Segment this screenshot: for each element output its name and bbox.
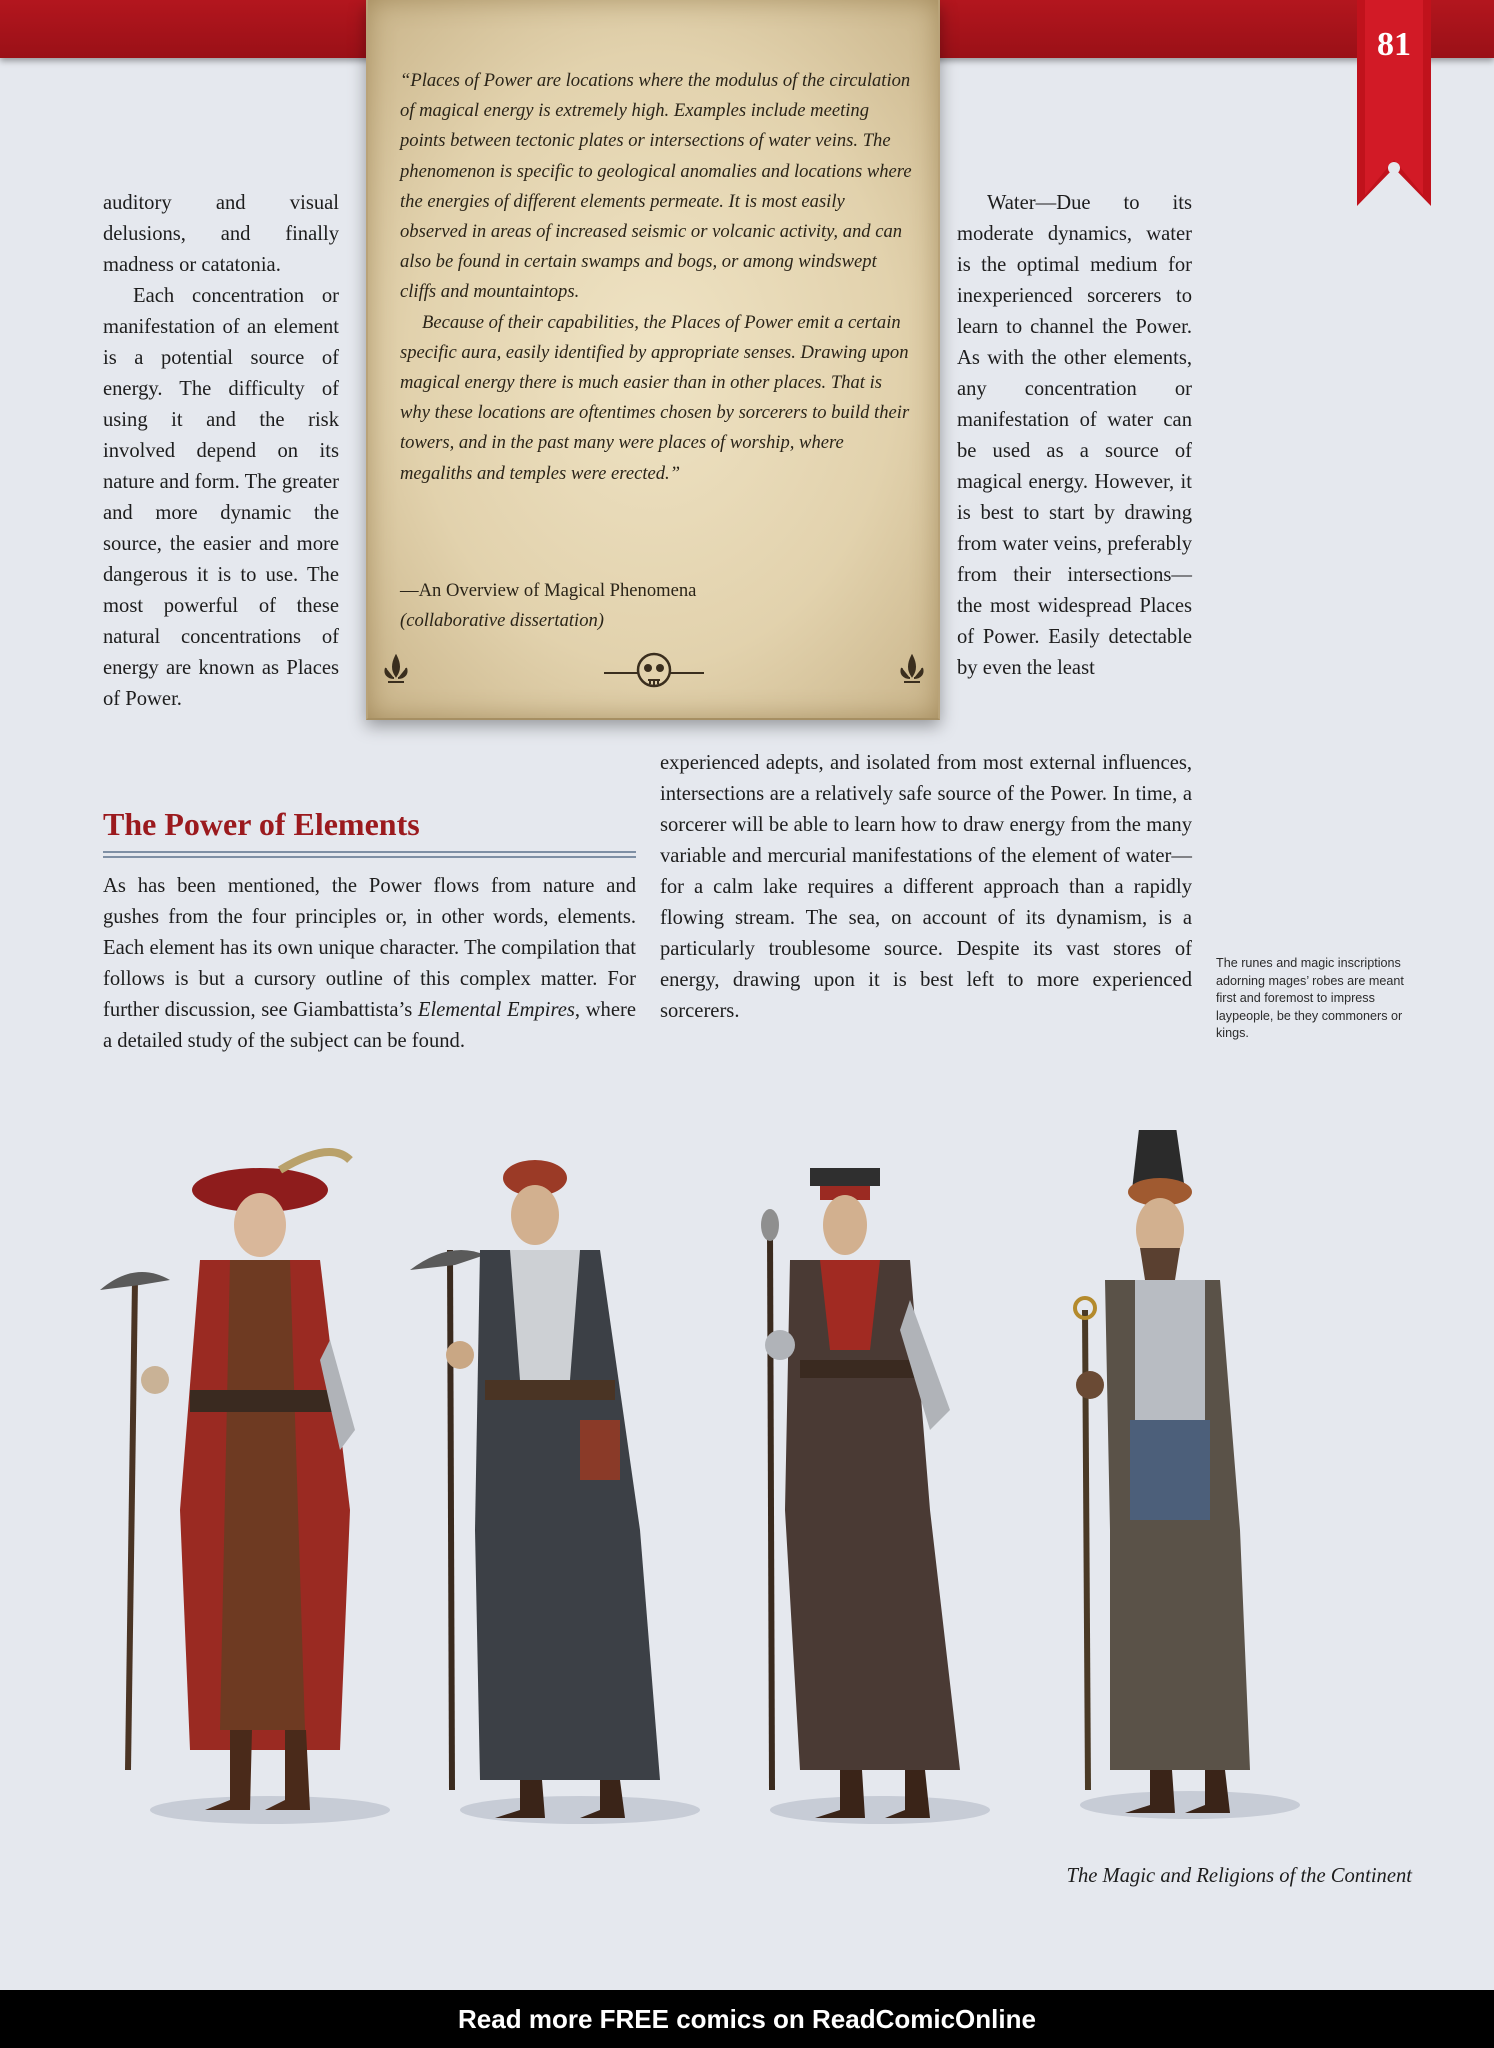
section-body	[103, 871, 636, 1057]
quote-source: —An Overview of Magical Phenomena	[400, 580, 697, 601]
water-paragraph-continued: experienced adepts, and isolated from most external influences, intersections are a relatively safe source of the Power. In time, a sorcerer will be able to learn how to draw energy from the many variable and mercurial manifestations of the element of water—for a calm lake requires a different approach than a rapidly flowing stream. The sea, on account of its dynamism, is a particularly troublesome source. Despite its vast stores of energy, drawing upon it is best left to more experienced sorcerers.	[660, 752, 1192, 1022]
right-column	[957, 188, 1192, 684]
section-body-start: As has been mentioned, the Power flows from nature and gushes from the four principles or, in other words, elements. Each element has its own unique character. The compilation that follows is but a cursory outline of this complex matter. For further discussion, see Giambattista’s	[103, 875, 636, 1021]
heading-double-rule	[103, 851, 636, 859]
mages-illustration	[80, 1130, 1380, 1830]
mage-figure-3	[761, 1168, 990, 1824]
section-body-end: , where a detailed study of the subject can be found.	[103, 999, 636, 1052]
quote-source-note: (collaborative dissertation)	[400, 610, 604, 632]
running-footer-title: The Magic and Religions of the Continent	[1066, 1865, 1412, 1887]
water-paragraph-start: Water—Due to its moderate dynamics, water is the optimal medium for inexperienced sorcerers to learn to channel the Power. As with the other elements, any concentration or manifestation of water can be used as a source of magical energy. However, it is best to start by drawing from water veins, preferably from their intersections—the most widespread Places of Power. Easily detectable by even the least	[957, 192, 1192, 679]
fleur-de-lis-icon	[382, 654, 410, 688]
mage-figure-1	[100, 1152, 390, 1824]
left-paragraph-2: Each concentration or manifestation of an element is a potential source of energy. The difficulty of using it and the risk involved depend on its nature and form. The greater and more dynamic the source, the easier and more dangerous it is to use. The most powerful of these natural concentrations of energy are known as Places of Power.	[103, 285, 339, 710]
quote-parchment	[366, 0, 940, 720]
fleur-de-lis-icon	[898, 654, 926, 688]
sidebar-quote	[400, 66, 915, 489]
illustration-caption: The runes and magic inscriptions adorning mages’ robes are meant first and foremost to impress laypeople, be they commoners or kings.	[1216, 956, 1404, 1040]
quote-paragraph-1: “Places of Power are locations where the modulus of the circulation of magical energy is extremely high. Examples include meeting points between tectonic plates or intersections of water veins. The phenomenon is specific to geological anomalies and locations where the energies of different elements permeate. It is most easily observed in areas of increased seismic or volcanic activity, and can also be found in certain swamps and bogs, or among windswept cliffs and mountaintops.	[400, 70, 912, 303]
left-column	[103, 188, 339, 715]
skull-ornament-icon	[604, 648, 704, 698]
left-paragraph-1: auditory and visual delusions, and finally madness or catatonia.	[103, 192, 339, 276]
book-title-italic: Elemental Empires	[417, 999, 575, 1021]
quote-attribution	[400, 576, 915, 636]
promo-banner[interactable]: Read more FREE comics on ReadComicOnline	[0, 1990, 1494, 2048]
right-column-continued	[660, 748, 1192, 1027]
quote-paragraph-2: Because of their capabilities, the Places of Power emit a certain specific aura, easily identified by appropriate senses. Drawing upon magical energy there is much easier than in other places. That is why these locations are oftentimes chosen by sorcerers to build their towers, and in the past many were places of worship, where megaliths and temples were erected.”	[400, 311, 910, 484]
section-heading: The Power of Elements	[103, 806, 420, 842]
mage-figure-2	[410, 1160, 700, 1824]
mage-figure-4	[1075, 1130, 1300, 1819]
page-number: 81	[1377, 26, 1411, 63]
section-paragraph	[103, 871, 636, 1057]
